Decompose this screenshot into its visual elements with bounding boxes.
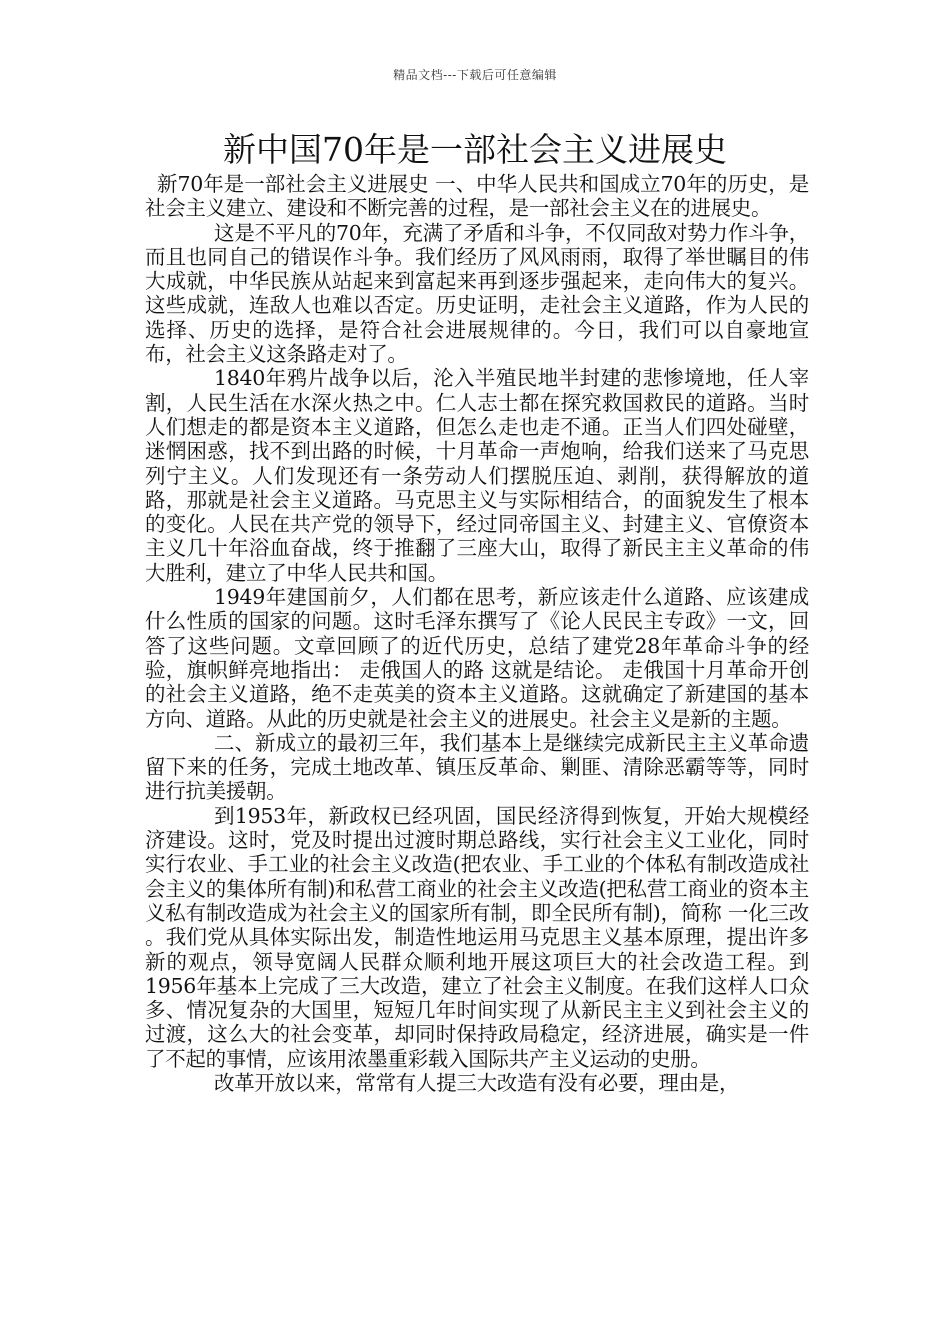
paragraph-reform-opening: 改革开放以来，常常有人提三大改造有没有必要，理由是， [214, 1070, 740, 1095]
header-note: 精品文档---下载后可任意编辑 [393, 68, 557, 82]
paragraph-1953: 到1953年，新政权已经巩固，国民经济得到恢复，开始大规模经济建设。这时，党及时提出过渡时期总路线，实行社会主义工业化，同时实行农业、手工业的社会主义改造(把农业、手工业的个体私有制改造成社会主义的集体所有制)和私营工商业的社会主义改造(把私营工商业的资本主义私有制改造成为社会主义的国家所有制，即全民所有制)，简称 一化三改 。我们党从具体实际出发，制造性地运用马克思主义基本原理，提出许多新的观点，领导宽阔人民群众顺利地开展这项巨大的社会改造工程。到1956年基本上完成了三大改造，建立了社会主义制度。在我们这样人口众多、情况复杂的大国里，短短几年时间实现了从新民主主义到社会主义的过渡，这么大的社会变革，却同时保持政局稳定，经济进展，确实是一件了不起的事情，应该用浓墨重彩载入国际共产主义运动的史册。 [145, 803, 809, 1071]
paragraph-1949: 1949年建国前夕，人们都在思考，新应该走什么道路、应该建成什么性质的国家的问题。这时毛泽东撰写了《论人民民主专政》一文，回答了这些问题。文章回顾了的近代历史，总结了建党28年革命斗争的经验，旗帜鲜亮地指出： 走俄国人的路 这就是结论。 走俄国十月革命开创的社会主义道路，绝不走英美的资本主义道路。这就确定了新建国的基本方向、道路。从此的历史就是社会主义的进展史。社会主义是新的主题。 [145, 585, 809, 731]
paragraph-70-years: 这是不平凡的70年，充满了矛盾和斗争，不仅同敌对势力作斗争，而且也同自己的错误作斗争。我们经历了风风雨雨，取得了举世瞩目的伟大成就，中华民族从站起来到富起来再到逐步强起来，走向伟大的复兴。这些成就，连敌人也难以否定。历史证明，走社会主义道路，作为人民的选择、历史的选择，是符合社会进展规律的。今日，我们可以自豪地宣布，社会主义这条路走对了。 [145, 220, 809, 367]
paragraph-first-three-years: 二、新成立的最初三年，我们基本上是继续完成新民主主义革命遗留下来的任务，完成土地改革、镇压反革命、剿匪、清除恶霸等等，同时进行抗美援朝。 [145, 730, 809, 804]
page-title: 新中国70年是一部社会主义进展史 [223, 130, 727, 169]
paragraph-1840: 1840年鸦片战争以后，沦入半殖民地半封建的悲惨境地，任人宰割，人民生活在水深火热之中。仁人志士都在探究救国救民的道路。当时人们想走的都是资本主义道路，但怎么走也走不通。正当人们四处碰壁，迷惘困惑，找不到出路的时候，十月革命一声炮响，给我们送来了马克思列宁主义。人们发现还有一条劳动人们摆脱压迫、剥削，获得解放的道路，那就是社会主义道路。马克思主义与实际相结合，的面貌发生了根本的变化。人民在共产党的领导下，经过同帝国主义、封建主义、官僚资本主义几十年浴血奋战，终于推翻了三座大山，取得了新民主主义革命的伟大胜利，建立了中华人民共和国。 [145, 366, 809, 585]
paragraph-intro: 新70年是一部社会主义进展史 一、中华人民共和国成立70年的历史，是社会主义建立、建设和不断完善的过程，是一部社会主义在的进展史。 [145, 172, 809, 221]
document-body [145, 172, 809, 1095]
